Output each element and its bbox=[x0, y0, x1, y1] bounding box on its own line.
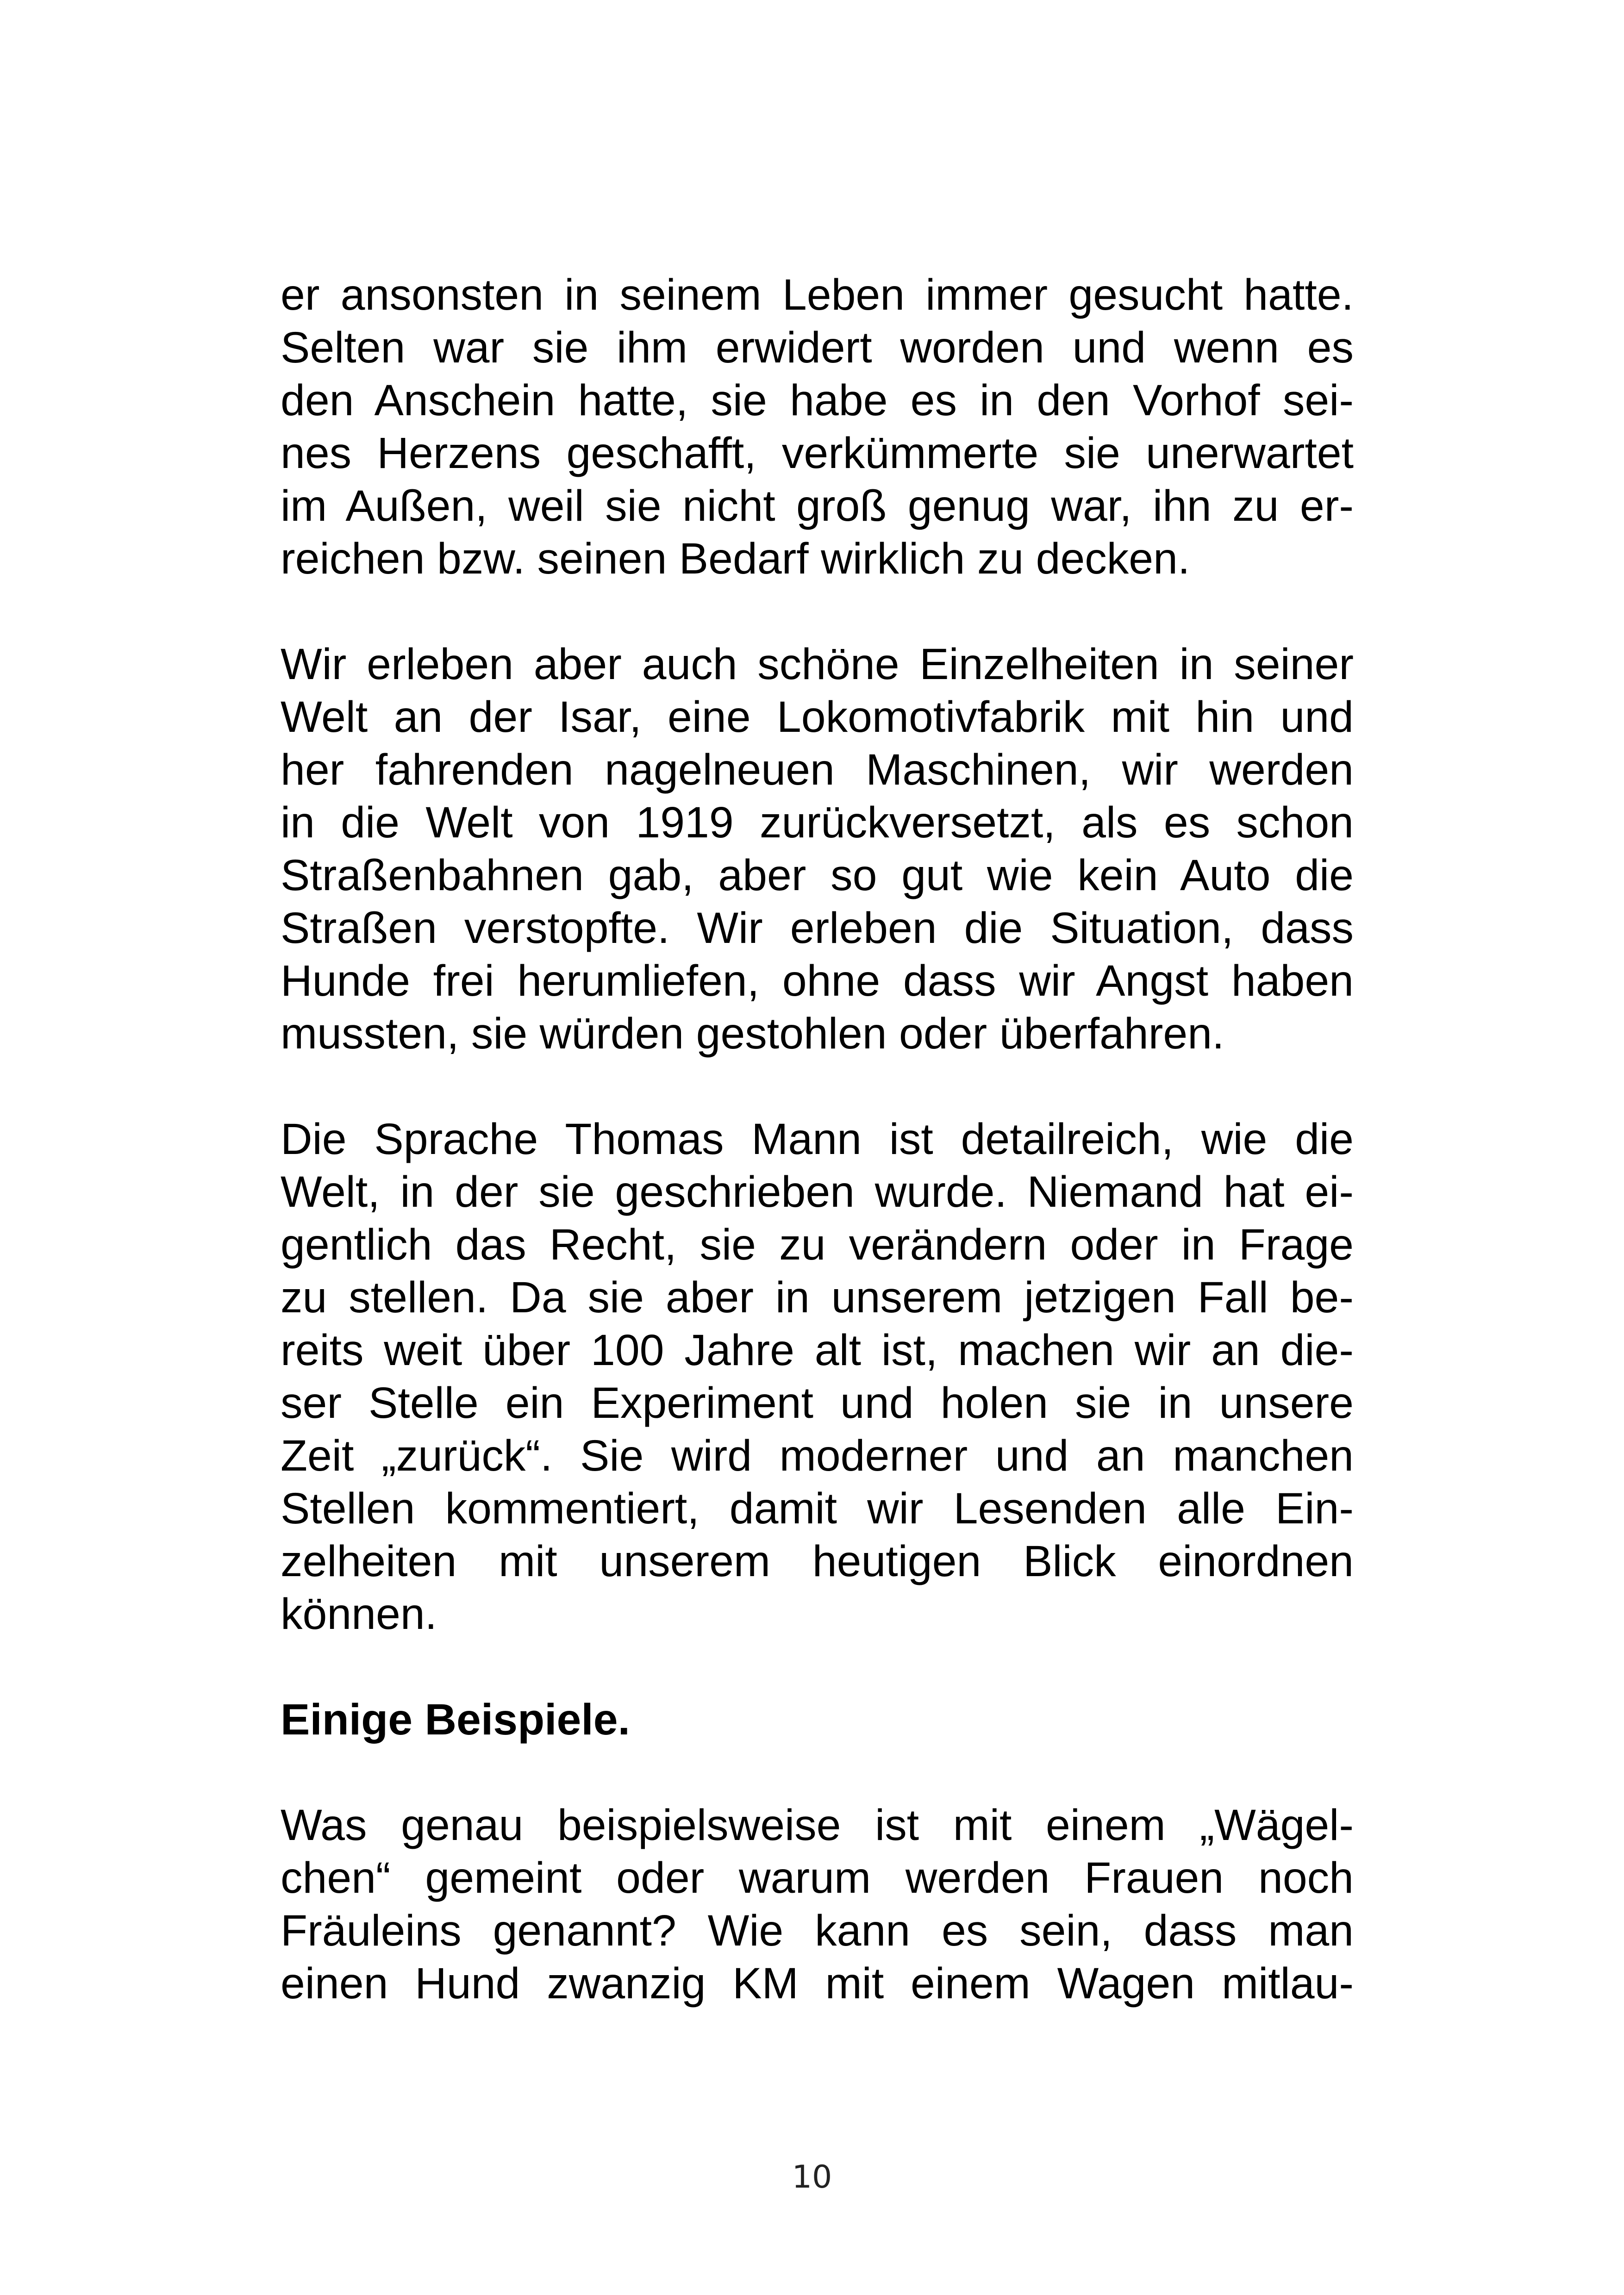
text-line: mussten, sie würden gestohlen oder überfahren. bbox=[281, 1009, 1224, 1058]
text-line: Welt, in der sie geschrieben wurde. Niemand hat ei- bbox=[281, 1167, 1354, 1216]
text-line: er ansonsten in seinem Leben immer gesucht hatte. bbox=[281, 270, 1354, 319]
text-line: her fahrenden nagelneuen Maschinen, wir werden bbox=[281, 745, 1354, 794]
text-line: Selten war sie ihm erwidert worden und wenn es bbox=[281, 323, 1354, 372]
paragraph-spacer bbox=[281, 1640, 1354, 1693]
text-line: nes Herzens geschafft, verkümmerte sie unerwartet bbox=[281, 429, 1354, 478]
text-line: den Anschein hatte, sie habe es in den Vorhof sei- bbox=[281, 376, 1354, 425]
text-line: Stellen kommentiert, damit wir Lesenden alle Ein- bbox=[281, 1484, 1354, 1533]
text-line: Straßen verstopfte. Wir erleben die Situation, dass bbox=[281, 904, 1354, 953]
section-heading: Einige Beispiele. bbox=[281, 1695, 630, 1744]
text-line: einen Hund zwanzig KM mit einem Wagen mitlau- bbox=[281, 1959, 1354, 2008]
page-body bbox=[281, 268, 1354, 2010]
text-line: in die Welt von 1919 zurückversetzt, als es schon bbox=[281, 798, 1354, 847]
text-line: gentlich das Recht, sie zu verändern oder in Frage bbox=[281, 1220, 1354, 1269]
paragraph-3 bbox=[281, 1113, 1354, 1640]
paragraph-1 bbox=[281, 268, 1354, 585]
text-line: reichen bzw. seinen Bedarf wirklich zu decken. bbox=[281, 534, 1190, 583]
text-line: Straßenbahnen gab, aber so gut wie kein Auto die bbox=[281, 851, 1354, 900]
text-line: Die Sprache Thomas Mann ist detailreich, wie die bbox=[281, 1115, 1354, 1164]
text-line: im Außen, weil sie nicht groß genug war, ihn zu er- bbox=[281, 481, 1354, 530]
text-line: reits weit über 100 Jahre alt ist, machen wir an die- bbox=[281, 1326, 1354, 1375]
text-line: zu stellen. Da sie aber in unserem jetzigen Fall be- bbox=[281, 1273, 1354, 1322]
text-line: Was genau beispielsweise ist mit einem „Wägel- bbox=[281, 1801, 1354, 1850]
text-line: Hunde frei herumliefen, ohne dass wir Angst haben bbox=[281, 956, 1354, 1005]
paragraph-spacer bbox=[281, 585, 1354, 638]
text-line: können. bbox=[281, 1590, 437, 1639]
text-line: zelheiten mit unserem heutigen Blick einordnen bbox=[281, 1537, 1354, 1586]
paragraph-4 bbox=[281, 1799, 1354, 2010]
page-number: 10 bbox=[792, 2159, 832, 2195]
text-line: Wir erleben aber auch schöne Einzelheiten in seiner bbox=[281, 640, 1354, 689]
text-line: Zeit „zurück“. Sie wird moderner und an manchen bbox=[281, 1431, 1354, 1480]
paragraph-2 bbox=[281, 638, 1354, 1060]
paragraph-spacer bbox=[281, 1746, 1354, 1799]
paragraph-spacer bbox=[281, 1060, 1354, 1113]
text-line: chen“ gemeint oder warum werden Frauen noch bbox=[281, 1853, 1354, 1902]
text-line: ser Stelle ein Experiment und holen sie in unsere bbox=[281, 1378, 1354, 1428]
text-line: Fräuleins genannt? Wie kann es sein, dass man bbox=[281, 1906, 1354, 1955]
text-line: Welt an der Isar, eine Lokomotivfabrik mit hin und bbox=[281, 692, 1354, 742]
